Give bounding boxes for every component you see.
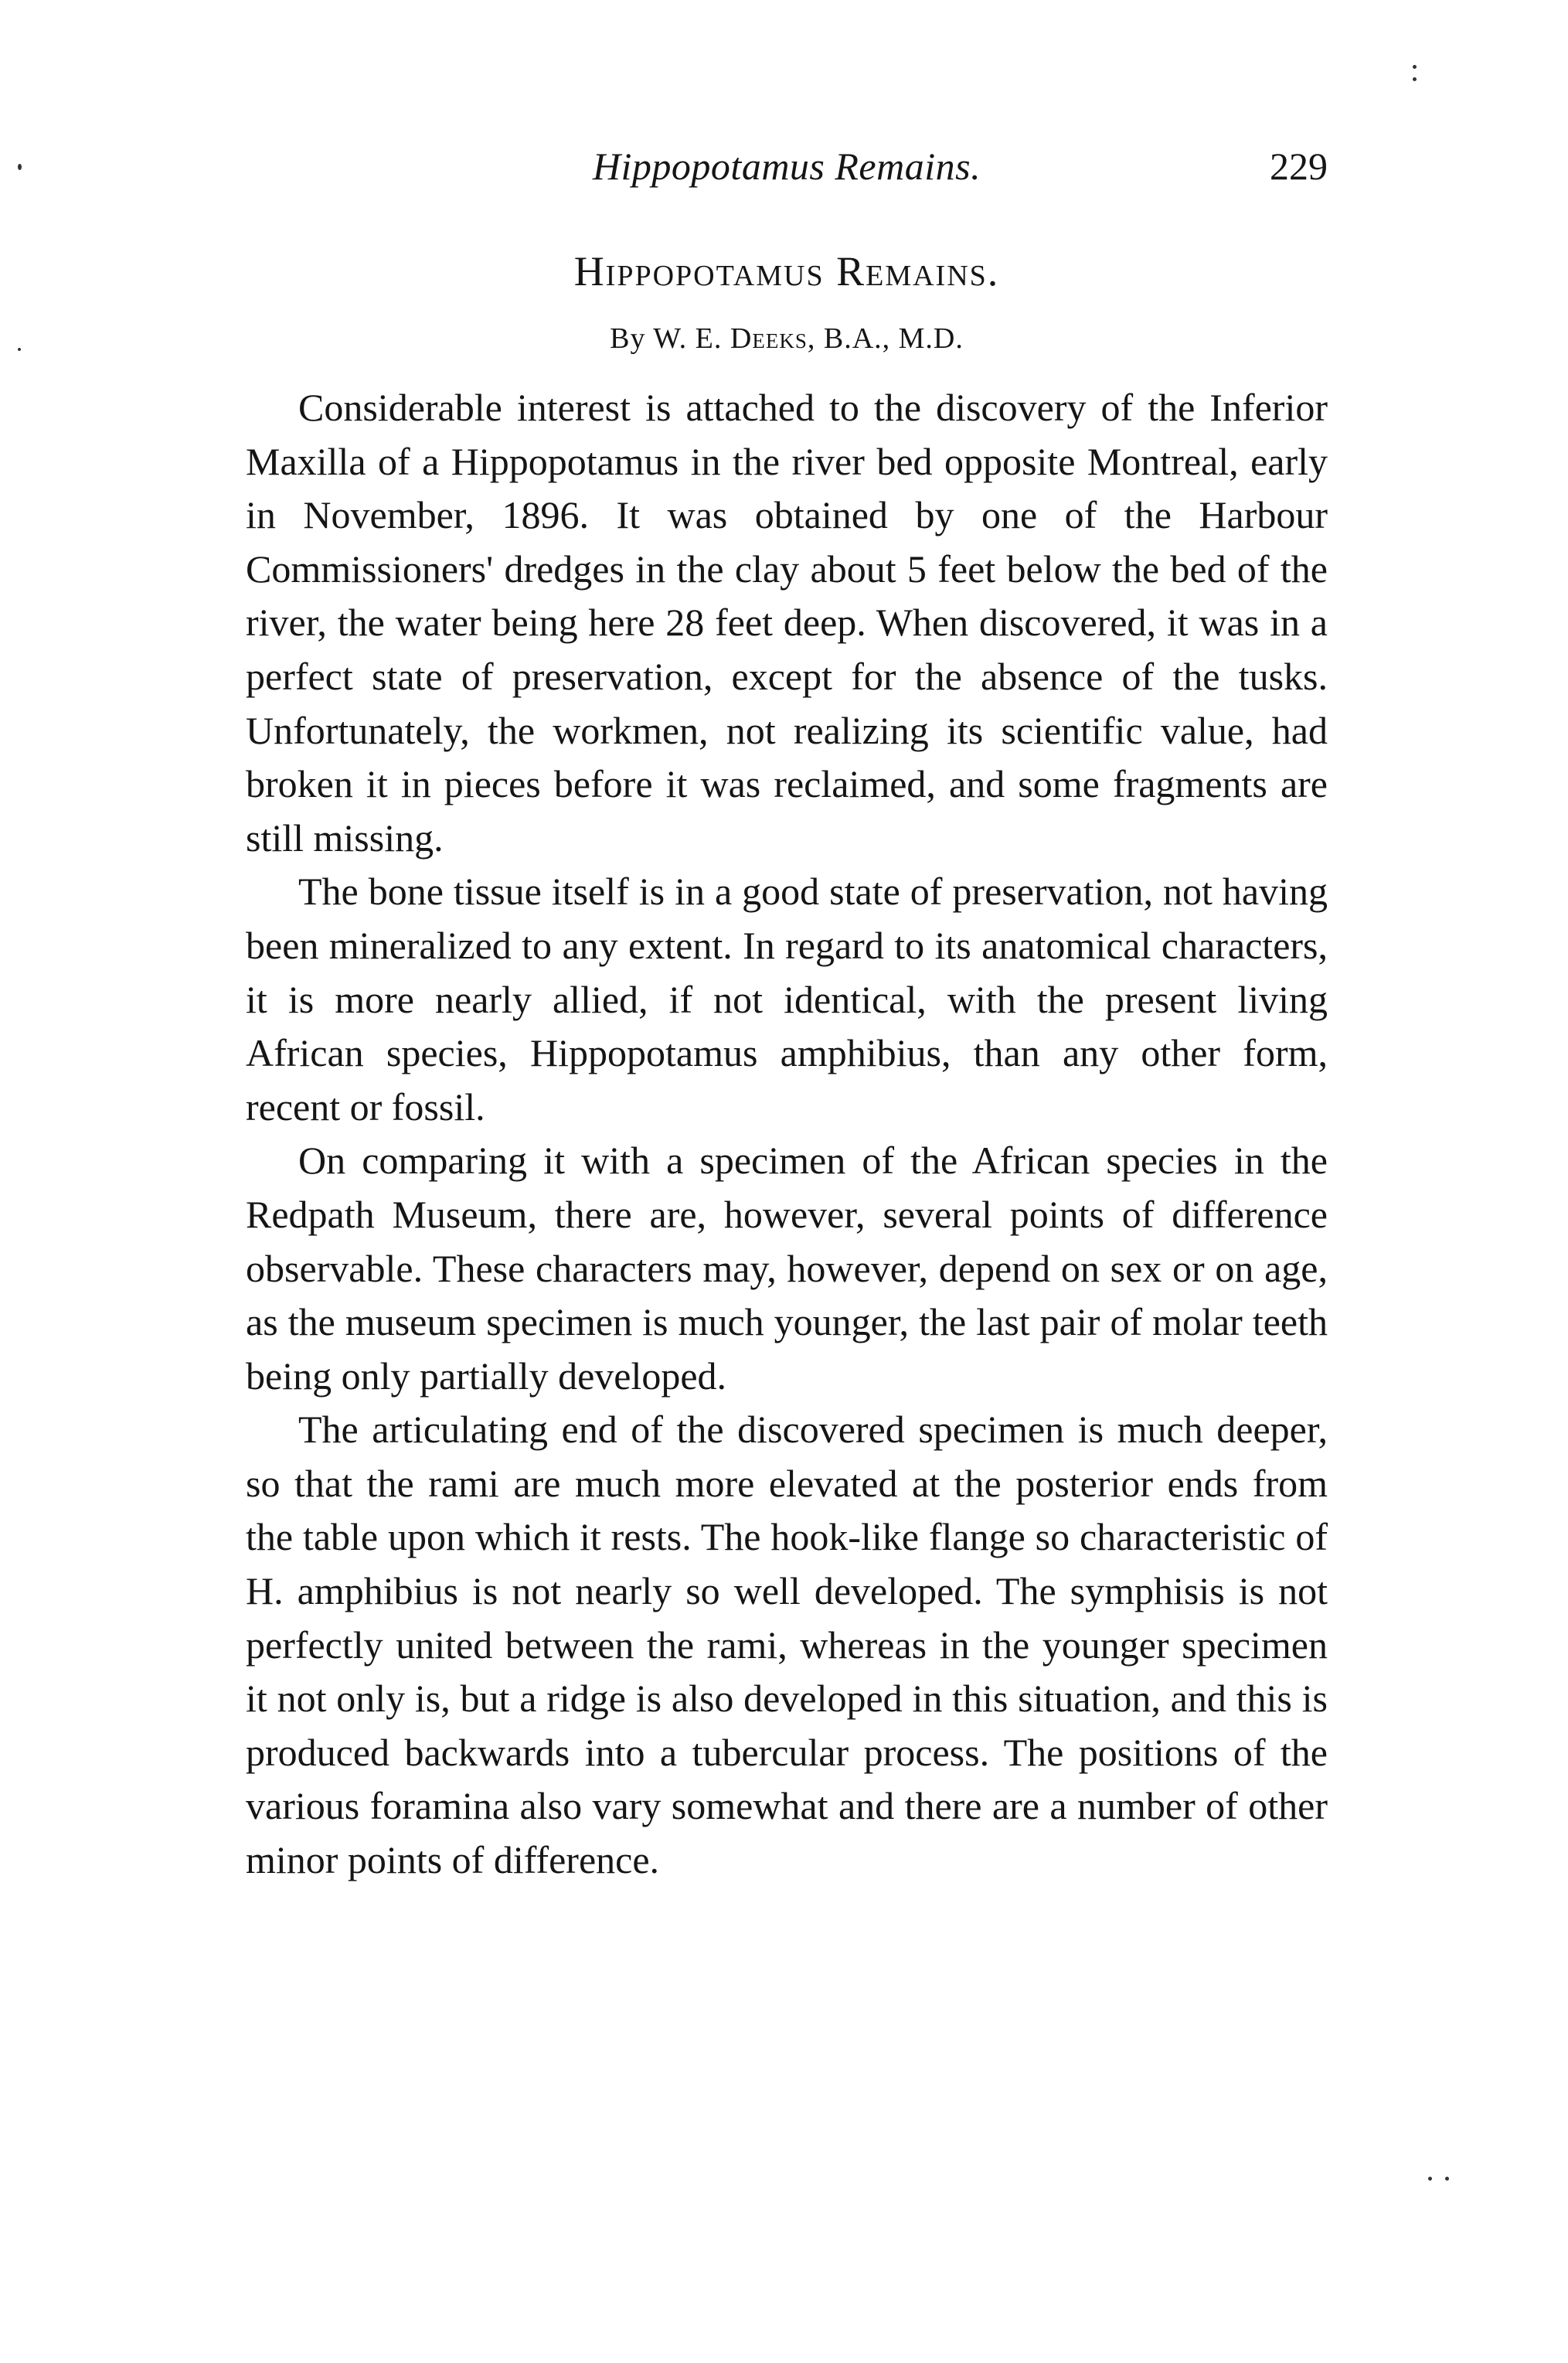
page-number: 229 xyxy=(1270,145,1328,188)
scan-speck xyxy=(1428,2177,1432,2181)
paragraph-1: Considerable interest is attached to the discovery of the Inferior Maxilla of a Hippopotamus in the river bed opposite Montreal, early in November, 1896. It was obtained by one of the Harbour Commissioners' dredges in the clay about 5 feet below the bed of the river, the water being here 28 feet deep. When discovered, it was in a perfect state of preservation, except for the absence of the tusks. Unfortunately, the workmen, not realizing its scientific value, had broken it in pieces before it was reclaimed, and some fragments are still missing. xyxy=(246,386,1328,860)
author-initials: W. E. xyxy=(653,322,723,355)
paragraph-4: The articulating end of the discovered specimen is much deeper, so that the rami are much more elevated at the posterior ends from the table upon which it rests. The hook-like flange so characteristic of H. amphibius is not nearly so well developed. The symphisis is not perfectly united between the rami, whereas in the younger specimen it not only is, but a ridge is also developed in this situation, and this is produced backwards into a tubercular process. The positions of the various foramina also vary somewhat and there are a number of other minor points of difference. xyxy=(246,1408,1328,1882)
scan-speck xyxy=(1445,2177,1449,2181)
scan-speck xyxy=(18,348,21,351)
scan-speck xyxy=(18,164,22,170)
byline-prefix: By xyxy=(610,322,646,355)
article-body xyxy=(246,381,1328,1888)
running-head xyxy=(246,139,1328,193)
scan-speck xyxy=(1413,77,1417,81)
author-degrees: B.A., M.D. xyxy=(823,322,964,355)
article-title: Hippopotamus Remains. xyxy=(573,248,1000,295)
paragraph-3: On comparing it with a specimen of the African species in the Redpath Museum, there are, however, several points of difference observable. These characters may, however, depend on sex or on age, as the museum specimen is much younger, the last pair of molar teeth being only partially developed. xyxy=(246,1139,1328,1398)
running-head-title: Hippopotamus Remains. xyxy=(592,145,981,188)
paragraph-2: The bone tissue itself is in a good state of preservation, not having been mineralized to any extent. In regard to its anatomical characters, it is more nearly allied, if not identical, with the present living African species, Hippopotamus amphibius, than any other form, recent or fossil. xyxy=(246,870,1328,1129)
byline xyxy=(246,317,1328,360)
author-surname: Deeks, xyxy=(730,322,816,355)
scan-speck xyxy=(1413,65,1417,69)
